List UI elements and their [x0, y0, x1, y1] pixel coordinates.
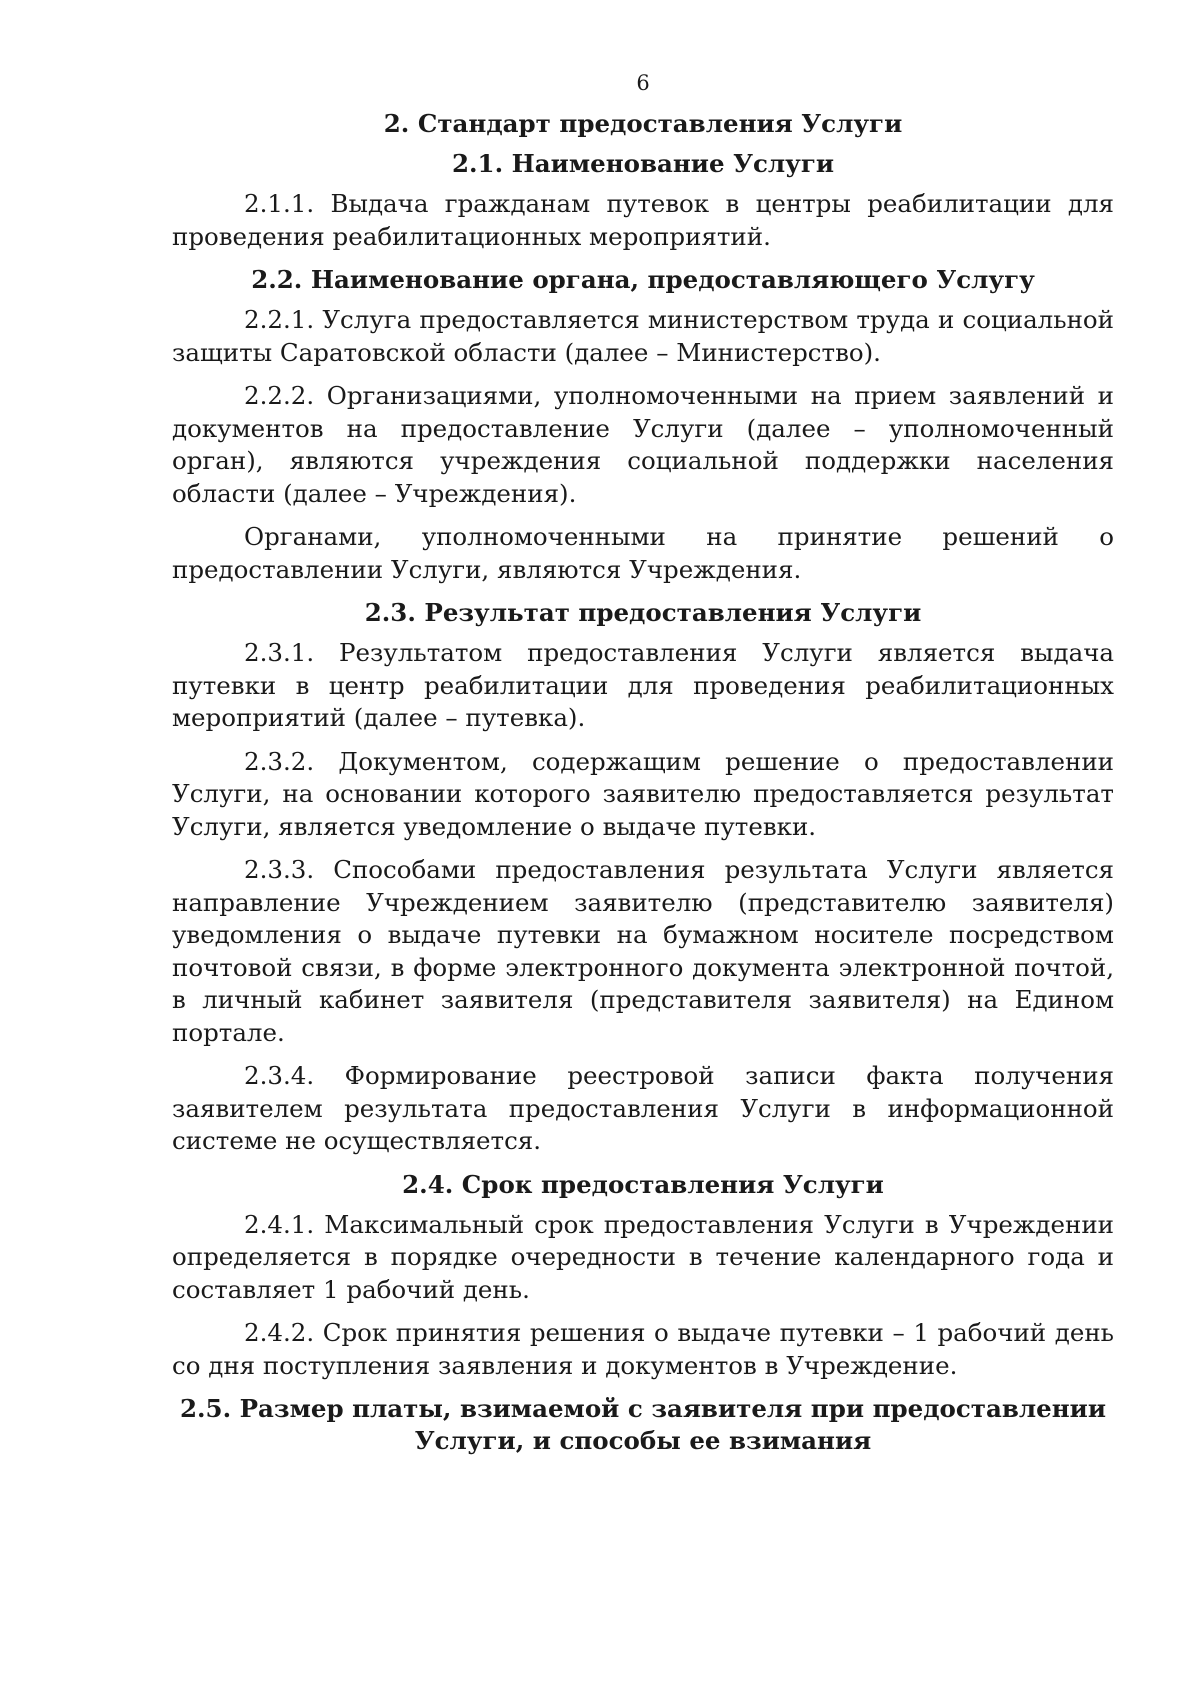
section-heading-2-1: 2.1. Наименование Услуги: [451, 149, 835, 178]
section-heading-2-4: 2.4. Срок предоставления Услуги: [402, 1169, 884, 1199]
section-heading-2-5: 2.5. Размер платы, взимаемой с заявителя при предоставлении Услуги, и способы ее взимания: [179, 1394, 1107, 1455]
paragraph-2-3-1: 2.3.1. Результатом предоставления Услуги является выдача путевки в центр реабилитации для проведения реабилитационных мероприятий (далее – путевка).: [172, 638, 1114, 732]
paragraph-2-3-3: 2.3.3. Способами предоставления результата Услуги является направление Учреждением заявителю (представителю заявителя) уведомления о выдаче путевки на бумажном носителе посредством почтовой связи, в форме электронного документа электронной почтой, в личный кабинет заявителя (представителя заявителя) на Едином портале.: [172, 855, 1114, 1047]
document-page: [172, 68, 1114, 1465]
paragraph-2-3-2: 2.3.2. Документом, содержащим решение о предоставлении Услуги, на основании которого заявителю предоставляется результат Услуги, является уведомление о выдаче путевки.: [172, 746, 1114, 841]
paragraph-2-4-2: 2.4.2. Срок принятия решения о выдаче путевки – 1 рабочий день со дня поступления заявления и документов в Учреждение.: [172, 1318, 1114, 1380]
paragraph-2-3-4: 2.3.4. Формирование реестровой записи факта получения заявителем результата предоставления Услуги в информационной системе не осуществляется.: [172, 1061, 1114, 1155]
paragraph-2-1-1: 2.1.1. Выдача гражданам путевок в центры реабилитации для проведения реабилитационных мероприятий.: [172, 189, 1114, 251]
page-number: 6: [636, 71, 650, 95]
paragraph-2-2-2: 2.2.2. Организациями, уполномоченными на прием заявлений и документов на предоставление Услуги (далее – уполномоченный орган), являются учреждения социальной поддержки населения области (далее – Учреждения).: [172, 381, 1114, 508]
section-heading-2-2: 2.2. Наименование органа, предоставляющего Услугу: [251, 265, 1035, 294]
paragraph-2-4-1: 2.4.1. Максимальный срок предоставления Услуги в Учреждении определяется в порядке очередности в течение календарного года и составляет 1 рабочий день.: [172, 1209, 1114, 1304]
section-heading-2: 2. Стандарт предоставления Услуги: [383, 109, 903, 138]
paragraph-2-2-2-continued: Органами, уполномоченными на принятие решений о предоставлении Услуги, являются Учреждения.: [172, 522, 1114, 584]
section-heading-2-3: 2.3. Результат предоставления Услуги: [364, 598, 922, 627]
paragraph-2-2-1: 2.2.1. Услуга предоставляется министерством труда и социальной защиты Саратовской области (далее – Министерство).: [172, 305, 1114, 367]
